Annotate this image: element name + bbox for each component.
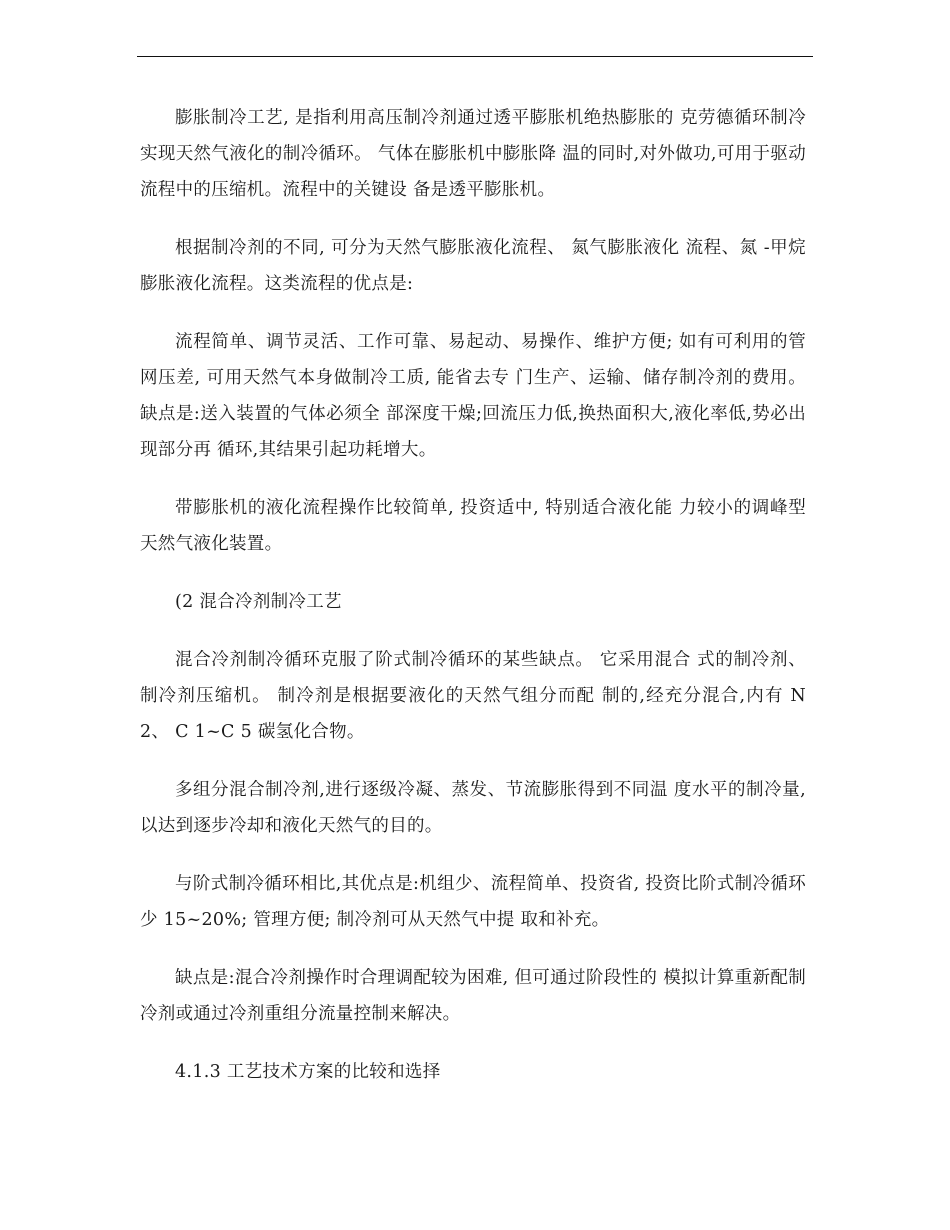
paragraph-multicomponent-refrigerant: 多组分混合制冷剂,进行逐级冷凝、蒸发、节流膨胀得到不同温 度水平的制冷量,以达到逐步冷却和液化天然气的目的。 (140, 780, 806, 836)
paragraph-refrigerant-types: 根据制冷剂的不同, 可分为天然气膨胀液化流程、 氮气膨胀液化 流程、氮 -甲烷膨胀液化流程。这类流程的优点是: (140, 238, 806, 294)
paragraph-mixed-refrigerant-cycle: 混合冷剂制冷循环克服了阶式制冷循环的某些缺点。 它采用混合 式的制冷剂、 制冷剂压缩机。 制冷剂是根据要液化的天然气组分而配 制的,经充分混合,内有 N 2、 C 1~C 5 碳氢化合物。 (140, 650, 806, 742)
paragraph-mixed-advantages: 与阶式制冷循环相比,其优点是:机组少、流程简单、投资省, 投资比阶式制冷循环少 15~20%; 管理方便; 制冷剂可从天然气中提 取和补充。 (140, 874, 806, 930)
paragraph-expansion-refrigeration: 膨胀制冷工艺, 是指利用高压制冷剂通过透平膨胀机绝热膨胀的 克劳德循环制冷实现天然气液化的制冷循环。 气体在膨胀机中膨胀降 温的同时,对外做功,可用于驱动流程中的压缩机。流程中的关键设 备是透平膨胀机。 (140, 108, 806, 200)
document-body (140, 100, 806, 1112)
paragraph-mixed-disadvantages: 缺点是:混合冷剂操作时合理调配较为困难, 但可通过阶段性的 模拟计算重新配制冷剂或通过冷剂重组分流量控制来解决。 (140, 968, 806, 1024)
header-rule (137, 56, 813, 57)
paragraph-advantages-disadvantages: 流程简单、调节灵活、工作可靠、易起动、易操作、维护方便; 如有可利用的管网压差, 可用天然气本身做制冷工质, 能省去专 门生产、运输、储存制冷剂的费用。缺点是:送入装置的气体必须全 部深度干燥;回流压力低,换热面积大,液化率低,势必出现部分再 循环,其结果引起功耗增大。 (140, 332, 806, 460)
paragraph-expander-summary: 带膨胀机的液化流程操作比较简单, 投资适中, 特别适合液化能 力较小的调峰型天然气液化装置。 (140, 498, 806, 554)
section-heading-mixed-refrigerant: (2 混合冷剂制冷工艺 (175, 592, 342, 612)
section-heading-4-1-3: 4.1.3 工艺技术方案的比较和选择 (175, 1062, 441, 1082)
